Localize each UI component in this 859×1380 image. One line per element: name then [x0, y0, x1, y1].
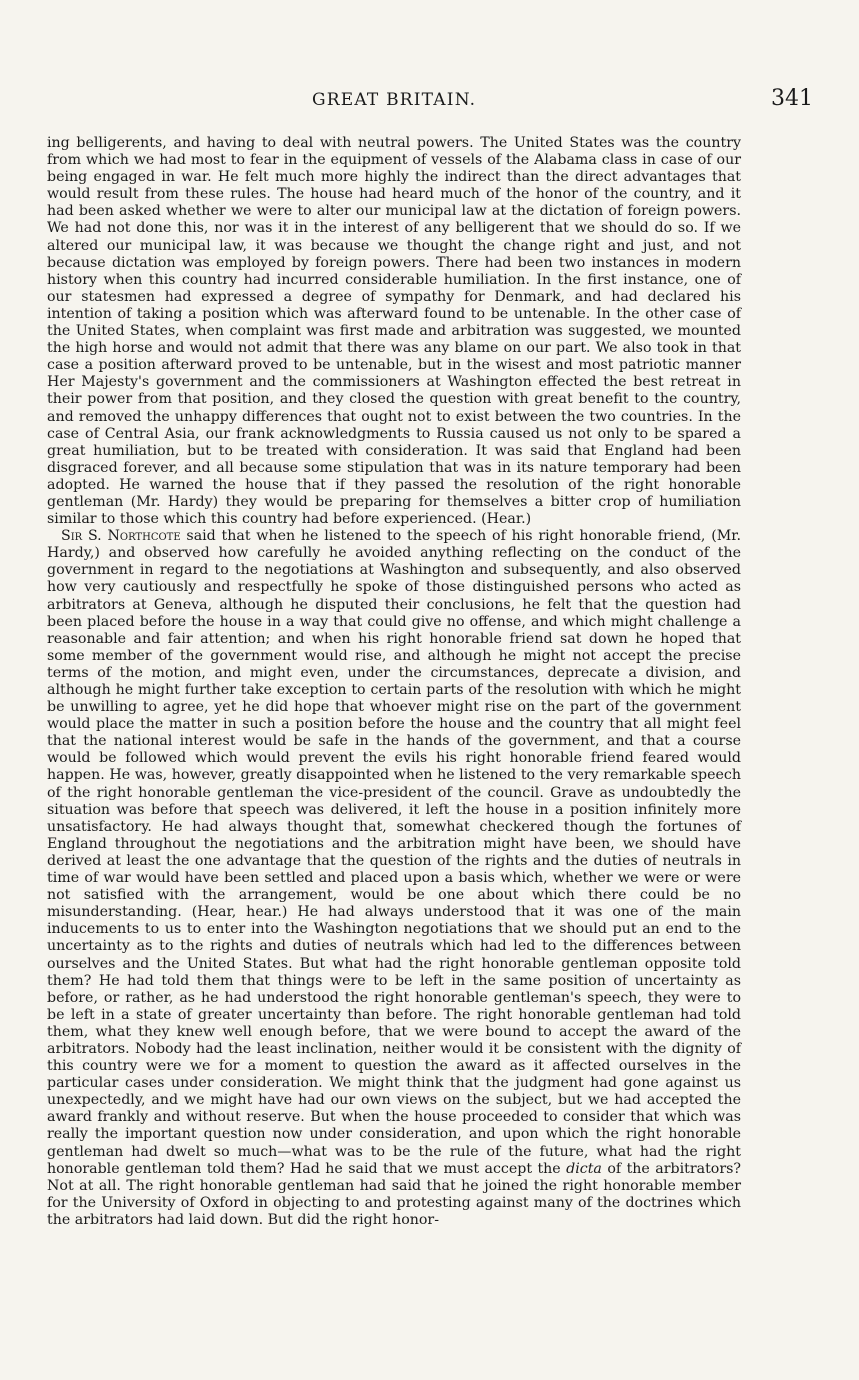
page-number: 341 [771, 86, 813, 111]
paragraph-2-text-b: of the arbitrators? Not at all. The right honorable gentleman had said that he joined the right honorable member for the University of Oxford in objecting to and protesting against many of the doctrines which the arbitrators had laid down. But did the right honor- [47, 1160, 741, 1228]
page-header [0, 86, 859, 120]
paragraph-1: ing belligerents, and having to deal with neutral powers. The United States was the country from which we had most to fear in the equipment of vessels of the Alabama class in case of our being engaged in war. He felt much more highly the indirect than the direct advantages that would result from these rules. The house had heard much of the honor of the country, and it had been asked whether we were to alter our municipal law at the dictation of foreign powers. We had not done this, nor was it in the interest of any belligerent that we should do so. If we altered our municipal law, it was because we thought the change right and just, and not because dictation was employed by foreign powers. There had been two instances in modern history when this country had incurred considerable humiliation. In the first instance, one of our statesmen had expressed a degree of sympathy for Denmark, and had declared his intention of taking a position which was afterward found to be untenable. In the other case of the United States, when complaint was first made and arbitration was suggested, we mounted the high horse and would not admit that there was any blame on our part. We also took in that case a position afterward proved to be untenable, but in the wisest and most patriotic manner Her Majesty's government and the commissioners at Washington effected the best retreat in their power from that position, and they closed the question with great benefit to the country, and removed the unhappy differences that ought not to exist between the two countries. In the case of Central Asia, our frank acknowledgments to Russia caused us not only to be spared a great humiliation, but to be treated with consideration. It was said that England had been disgraced forever, and all because some stipulation that was in its nature temporary had been adopted. He warned the house that if they passed the resolution of the right honorable gentleman (Mr. Hardy) they would be preparing for themselves a bitter crop of humiliation similar to those which this country had before experienced. (Hear.) [47, 135, 741, 528]
paragraph-2-text-a: said that when he listened to the speech of his right honorable friend, (Mr. Hardy,) and observed how carefully he avoided anything reflecting on the conduct of the government in regard to the negotiations at Washington and subsequently, and also observed how very cautiously and respectfully he spoke of those distinguished persons who acted as arbitrators at Geneva, although he disputed their conclusions, he felt that the question had been placed before the house in a way that could give no offense, and which might challenge a reasonable and fair attention; and when his right honorable friend sat down he hoped that some member of the government would rise, and although he might not accept the precise terms of the motion, and might even, under the circumstances, deprecate a division, and although he might further take exception to certain parts of the resolution with which he might be unwilling to agree, yet he did hope that whoever might rise on the part of the government would place the matter in such a position before the house and the country that all might feel that the national interest would be safe in the hands of the government, and that a course would be followed which would prevent the evils his right honorable friend feared would happen. He was, however, greatly disappointed when he listened to the very remarkable speech of the right honorable gentleman the vice-president of the council. Grave as undoubtedly the situation was before that speech was delivered, it left the house in a position infinitely more unsatisfactory. He had always thought that, somewhat checkered though the fortunes of England throughout the negotiations and the arbitration might have been, we should have derived at least the one advantage that the question of the rights and the duties of neutrals in time of war would have been settled and placed upon a basis which, whether we were or were not satisfied with the arrangement, would be one about which there could be no misunderstanding. (Hear, hear.) He had always understood that it was one of the main inducements to us to enter into the Washington negotiations that we should put an end to the uncertainty as to the rights and duties of neutrals which had led to the differences between ourselves and the United States. But what had the right honorable gentleman opposite told them? He had told them that things were to be left in the same position of uncertainty as before, or rather, as he had understood the right honorable gentleman's speech, they were to be left in a state of greater uncertainty than before. The right honorable gentleman had told them, what they knew well enough before, that we were bound to accept the award of the arbitrators. Nobody had the least inclination, neither would it be consistent with the dignity of this country were we for a moment to question the award as it affected ourselves in the particular cases under consideration. We might think that the judgment had gone against us unexpectedly, and we might have had our own views on the subject, but we had accepted the award frankly and without reserve. But when the house proceeded to consider that which was really the important question now under consideration, and upon which the right honorable gentleman had dwelt so much—what was to be the rule of the future, what had the right honorable gentleman told them? Had he said that we must accept the [47, 528, 741, 1177]
body-text [47, 135, 741, 1229]
italic-term: dicta [566, 1160, 602, 1177]
speaker-name: Sir S. Northcote [61, 528, 181, 545]
running-head: GREAT BRITAIN. [312, 90, 477, 110]
paragraph-2 [47, 528, 741, 1229]
